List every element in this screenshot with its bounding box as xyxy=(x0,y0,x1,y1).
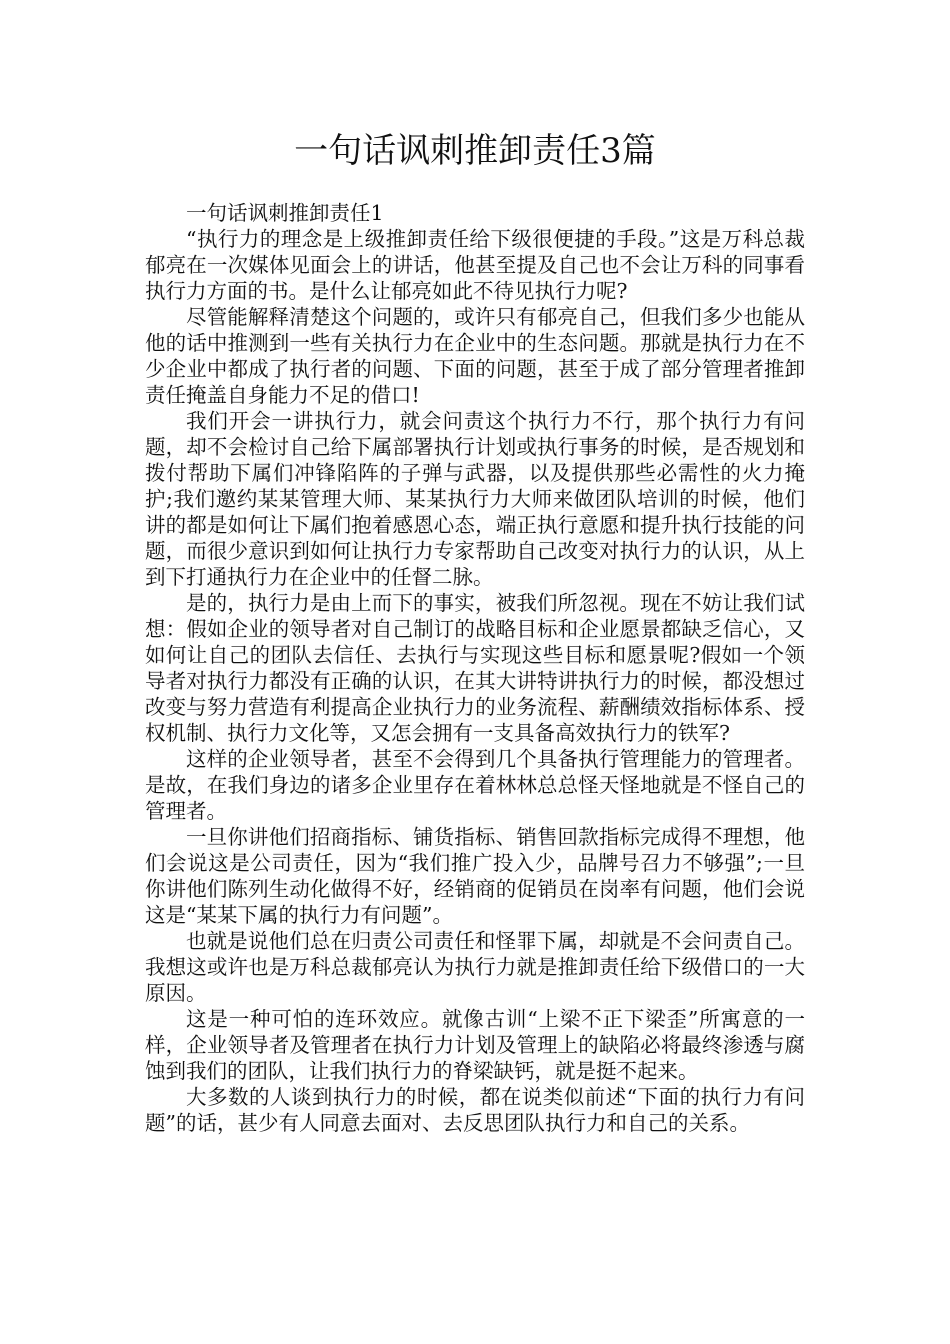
paragraph: 这是一种可怕的连环效应。就像古训“上梁不正下梁歪”所寓意的一样，企业领导者及管理者在执行力计划及管理上的缺陷必将最终渗透与腐蚀到我们的团队，让我们执行力的脊梁缺钙，就是挺不起来。 xyxy=(145,1007,805,1083)
paragraph: 也就是说他们总在归责公司责任和怪罪下属，却就是不会问责自己。我想这或许也是万科总裁郁亮认为执行力就是推卸责任给下级借口的一大原因。 xyxy=(145,929,805,1005)
document-body xyxy=(145,200,805,1136)
paragraph: 我们开会一讲执行力，就会问责这个执行力不行，那个执行力有问题，却不会检讨自己给下属部署执行计划或执行事务的时候，是否规划和拨付帮助下属们冲锋陷阵的子弹与武器，以及提供那些必需性的火力掩护;我们邀约某某管理大师、某某执行力大师来做团队培训的时候，他们讲的都是如何让下属们抱着感恩心态，端正执行意愿和提升执行技能的问题，而很少意识到如何让执行力专家帮助自己改变对执行力的认识，从上到下打通执行力在企业中的任督二脉。 xyxy=(145,409,805,589)
paragraph: 这样的企业领导者，甚至不会得到几个具备执行管理能力的管理者。是故，在我们身边的诸多企业里存在着林林总总怪天怪地就是不怪自己的管理者。 xyxy=(145,747,805,823)
paragraph: 一旦你讲他们招商指标、铺货指标、销售回款指标完成得不理想，他们会说这是公司责任，因为“我们推广投入少，品牌号召力不够强”;一旦你讲他们陈列生动化做得不好，经销商的促销员在岗率有问题，他们会说这是“某某下属的执行力有问题”。 xyxy=(145,825,805,927)
paragraph: 大多数的人谈到执行力的时候，都在说类似前述“下面的执行力有问题”的话，甚少有人同意去面对、去反思团队执行力和自己的关系。 xyxy=(145,1085,805,1135)
document-title: 一句话讽刺推卸责任3篇 xyxy=(294,131,656,171)
paragraph: 尽管能解释清楚这个问题的，或许只有郁亮自己，但我们多少也能从他的话中推测到一些有关执行力在企业中的生态问题。那就是执行力在不少企业中都成了执行者的问题、下面的问题，甚至于成了部分管理者推卸责任掩盖自身能力不足的借口! xyxy=(145,305,805,407)
paragraph: “执行力的理念是上级推卸责任给下级很便捷的手段。”这是万科总裁郁亮在一次媒体见面会上的讲话，他甚至提及自己也不会让万科的同事看执行力方面的书。是什么让郁亮如此不待见执行力呢? xyxy=(145,227,805,303)
paragraph: 是的，执行力是由上而下的事实，被我们所忽视。现在不妨让我们试想：假如企业的领导者对自己制订的战略目标和企业愿景都缺乏信心，又如何让自己的团队去信任、去执行与实现这些目标和愿景呢?假如一个领导者对执行力都没有正确的认识，在其大讲特讲执行力的时候，都没想过改变与努力营造有利提高企业执行力的业务流程、薪酬绩效指标体系、授权机制、执行力文化等，又怎会拥有一支具备高效执行力的铁军? xyxy=(145,591,805,745)
section-heading: 一句话讽刺推卸责任1 xyxy=(186,201,384,225)
